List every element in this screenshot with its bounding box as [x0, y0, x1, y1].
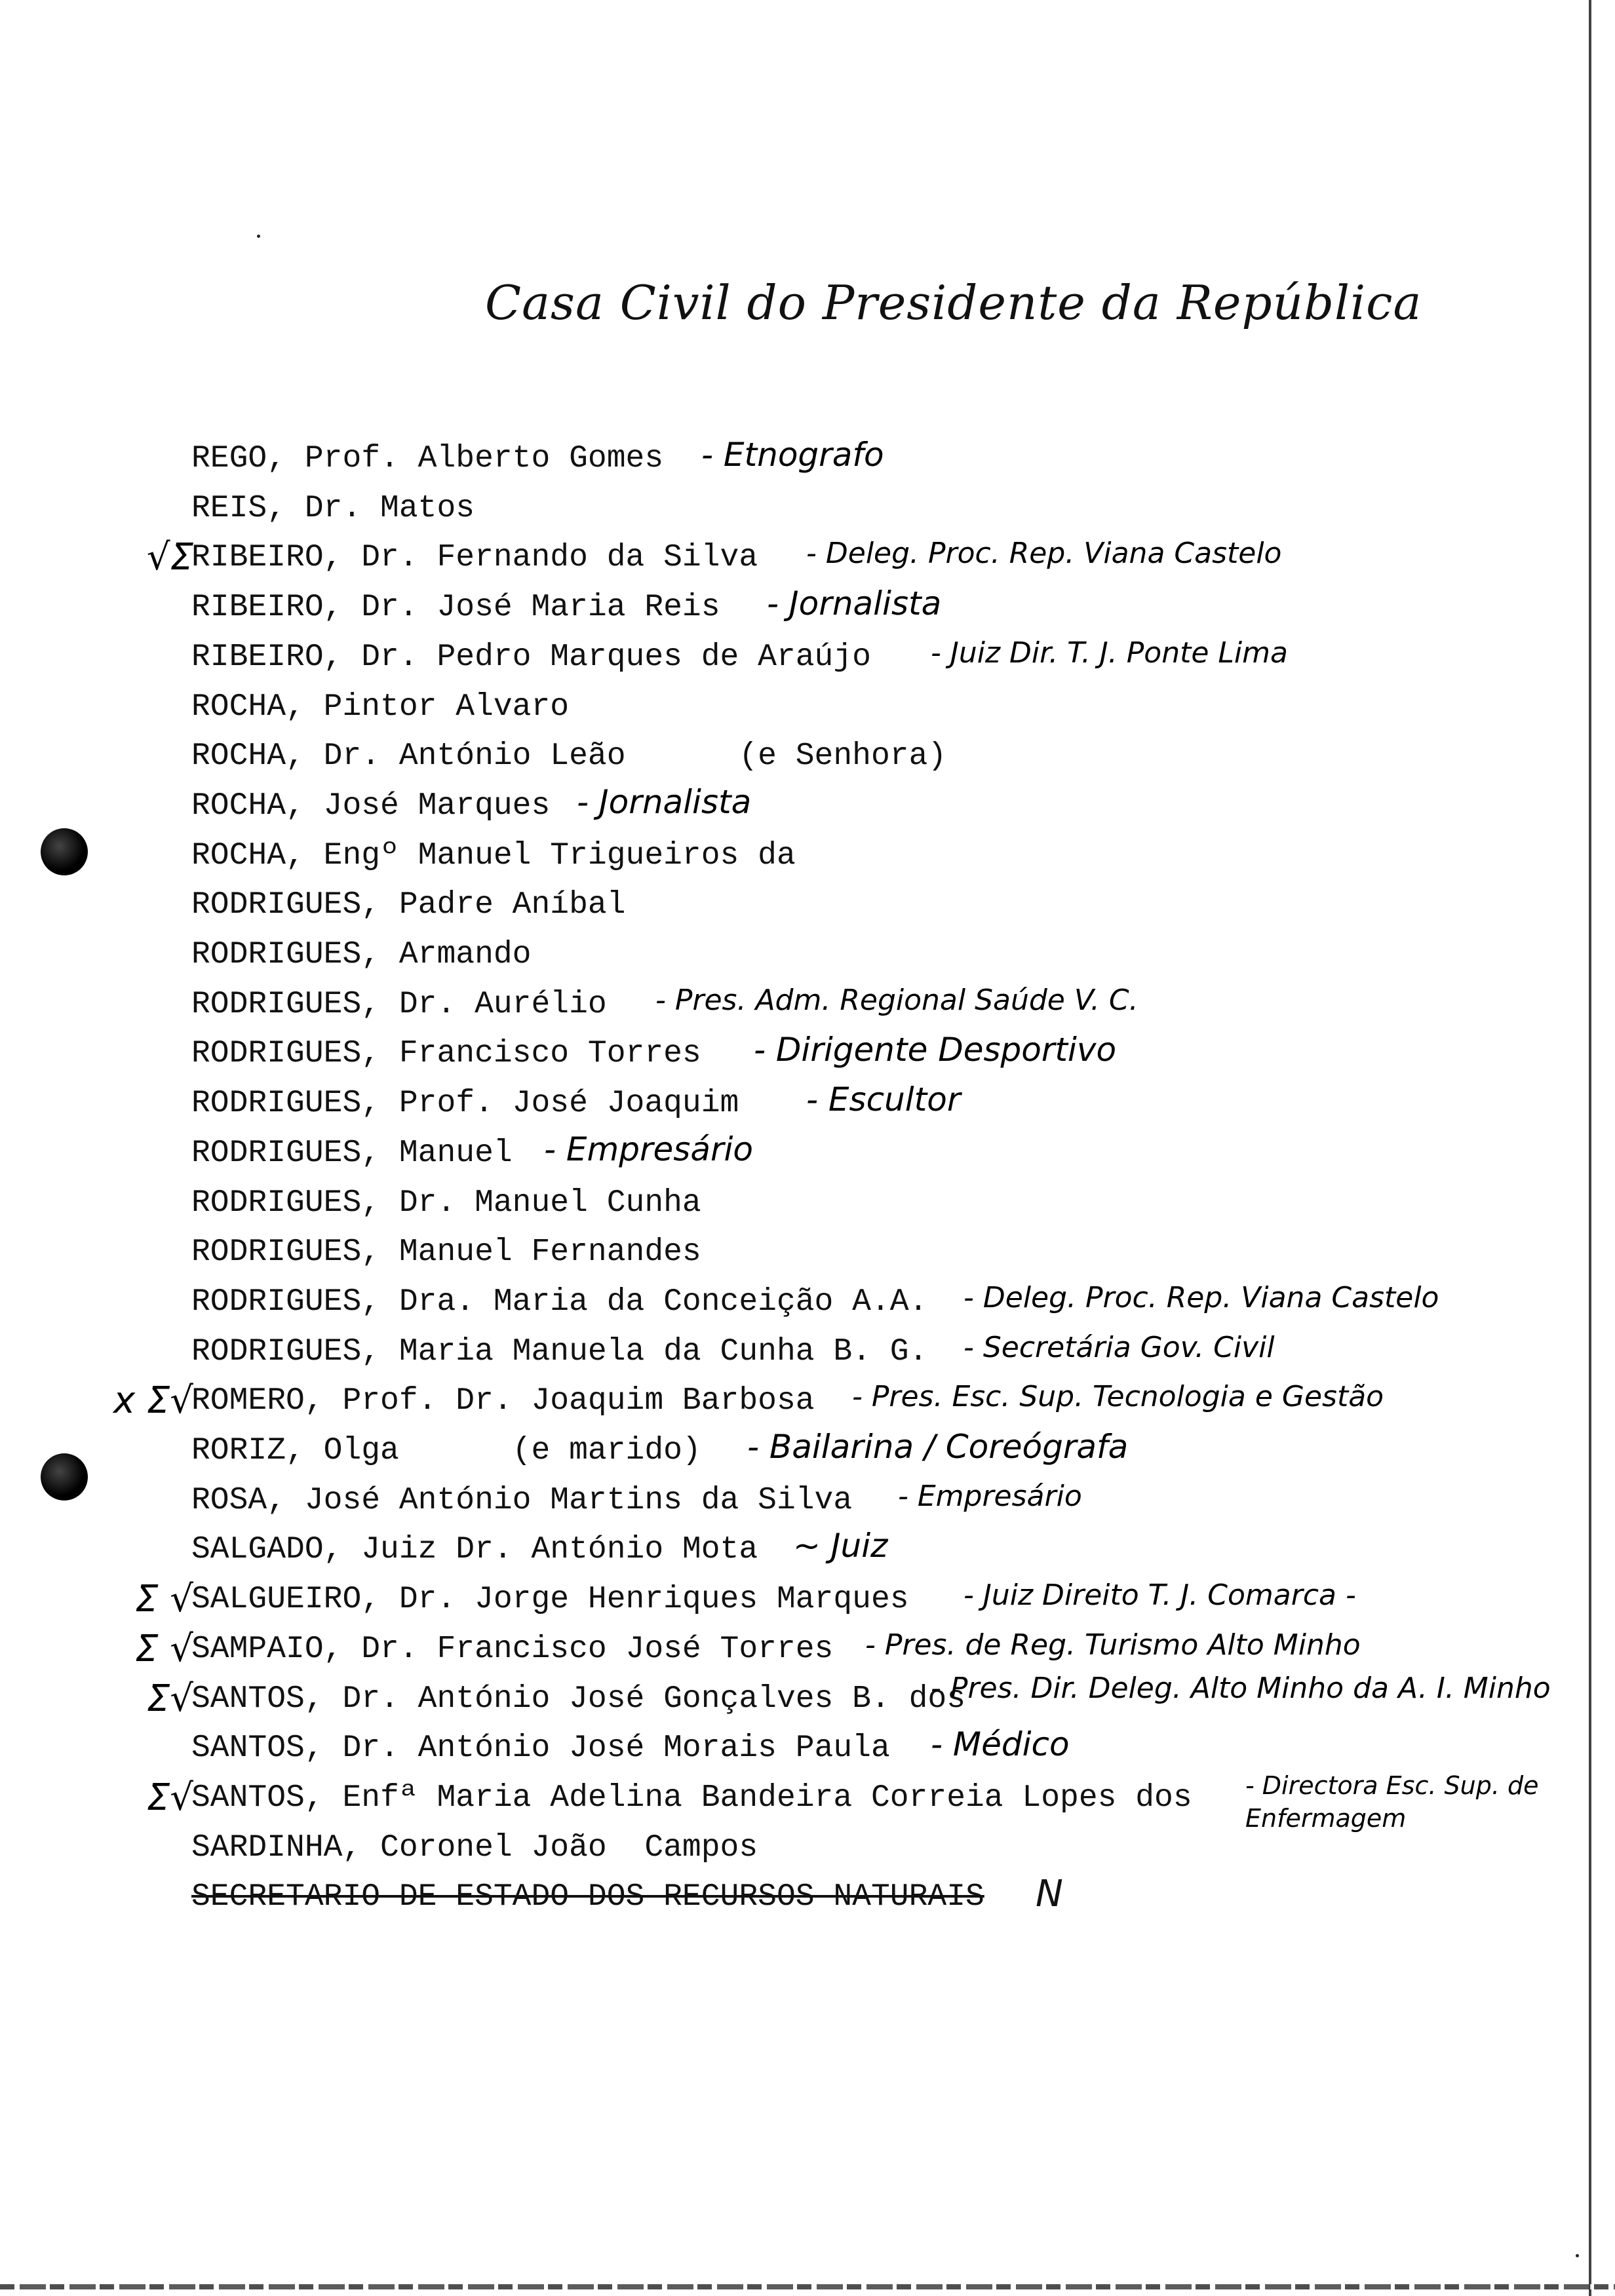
entry-name: RIBEIRO, Dr. Fernando da Silva — [191, 540, 758, 575]
list-item — [0, 1674, 1615, 1724]
entry-name: RODRIGUES, Dra. Maria da Conceição A.A. — [191, 1284, 928, 1320]
handwritten-note: - Pres. de Reg. Turismo Alto Minho — [865, 1628, 1361, 1662]
list-item — [0, 1723, 1615, 1773]
list-item — [0, 1771, 1615, 1833]
margin-mark: x Σ√ — [113, 1379, 193, 1422]
handwritten-note: - Etnografo — [701, 436, 884, 474]
entry-name: RODRIGUES, Padre Aníbal — [191, 887, 626, 923]
entry-name: RODRIGUES, Dr. Aurélio — [191, 987, 607, 1022]
entry-name: ROMERO, Prof. Dr. Joaquim Barbosa — [191, 1383, 815, 1419]
list-item — [0, 1277, 1615, 1327]
list-item — [0, 1624, 1615, 1674]
list-item — [0, 682, 1615, 732]
handwritten-mark: N — [1036, 1873, 1063, 1915]
list-item — [0, 583, 1615, 632]
handwritten-note: - Pres. Esc. Sup. Tecnologia e Gestão — [852, 1380, 1384, 1413]
list-item — [0, 1079, 1615, 1128]
list-item — [0, 1227, 1615, 1277]
handwritten-note: - Escultor — [806, 1081, 961, 1119]
handwritten-note: - Pres. Dir. Deleg. Alto Minho da A. I. Minho — [931, 1672, 1551, 1705]
list-item — [0, 434, 1615, 484]
entry-name: SALGUEIRO, Dr. Jorge Henriques Marques — [191, 1582, 909, 1617]
list-item — [0, 781, 1615, 831]
entry-name: RODRIGUES, Manuel Fernandes — [191, 1234, 701, 1270]
entry-name: RIBEIRO, Dr. José Maria Reis — [191, 590, 720, 625]
entry-name: SAMPAIO, Dr. Francisco José Torres — [191, 1632, 834, 1667]
margin-mark: Σ √ — [135, 1628, 193, 1670]
list-item — [0, 484, 1615, 533]
entry-name: RODRIGUES, Francisco Torres — [191, 1036, 701, 1071]
handwritten-note: - Jornalista — [767, 584, 942, 622]
handwritten-note: - Bailarina / Coreógrafa — [747, 1428, 1129, 1466]
handwritten-note: - Jornalista — [577, 783, 752, 821]
list-item — [0, 1525, 1615, 1575]
list-item — [0, 1426, 1615, 1476]
list-item — [0, 1376, 1615, 1426]
entry-name: RODRIGUES, Maria Manuela da Cunha B. G. — [191, 1334, 928, 1369]
handwritten-note: - Dirigente Desportivo — [754, 1031, 1117, 1069]
entry-name: RODRIGUES, Prof. José Joaquim — [191, 1086, 739, 1121]
entry-name: SANTOS, Dr. António José Morais Paula — [191, 1731, 890, 1766]
page-edge-bottom — [0, 2284, 1615, 2289]
margin-mark: Σ√ — [146, 1776, 193, 1819]
margin-mark: √Σ — [146, 536, 193, 579]
entry-name: SANTOS, Dr. António José Gonçalves B. dos — [191, 1681, 965, 1717]
handwritten-note: - Directora Esc. Sup. de Enfermagem — [1245, 1771, 1539, 1833]
entry-name: ROSA, José António Martins da Silva — [191, 1483, 853, 1518]
list-item — [0, 1178, 1615, 1228]
speck — [257, 235, 260, 238]
list-item — [0, 1575, 1615, 1624]
entry-name: ROCHA, Dr. António Leão (e Senhora) — [191, 738, 947, 774]
handwritten-note: - Deleg. Proc. Rep. Viana Castelo — [806, 537, 1282, 570]
margin-mark: Σ√ — [146, 1677, 193, 1720]
entry-name: RODRIGUES, Dr. Manuel Cunha — [191, 1185, 701, 1221]
handwritten-note: - Médico — [931, 1725, 1070, 1763]
handwritten-note: - Deleg. Proc. Rep. Viana Castelo — [963, 1281, 1439, 1314]
entry-name: SANTOS, Enfª Maria Adelina Bandeira Correia Lopes dos — [191, 1780, 1192, 1816]
entry-name: RODRIGUES, Armando — [191, 937, 532, 972]
entry-name: ROCHA, José Marques — [191, 788, 551, 824]
list-item — [0, 1476, 1615, 1525]
entry-name: REIS, Dr. Matos — [191, 491, 475, 526]
list-item — [0, 880, 1615, 930]
list-item — [0, 1029, 1615, 1079]
entry-name: REGO, Prof. Alberto Gomes — [191, 441, 664, 476]
list-item — [0, 1128, 1615, 1178]
entry-name: ROCHA, Pintor Alvaro — [191, 689, 570, 725]
list-item — [0, 1823, 1615, 1873]
list-item — [0, 1327, 1615, 1377]
letterhead-title: Casa Civil do Presidente da República — [485, 275, 1422, 330]
entry-name: ROCHA, Engº Manuel Trigueiros da — [191, 838, 796, 873]
list-item — [0, 831, 1615, 881]
entry-name: RIBEIRO, Dr. Pedro Marques de Araújo — [191, 640, 871, 675]
handwritten-note: - Juiz Direito T. J. Comarca - — [963, 1578, 1356, 1612]
entry-name: RODRIGUES, Manuel — [191, 1136, 513, 1171]
list-item — [0, 533, 1615, 583]
entry-name: SARDINHA, Coronel João Campos — [191, 1830, 758, 1866]
margin-mark: Σ √ — [135, 1578, 193, 1620]
handwritten-note: - Pres. Adm. Regional Saúde V. C. — [655, 984, 1138, 1017]
handwritten-note: - Secretária Gov. Civil — [963, 1331, 1275, 1364]
list-item — [0, 1872, 1615, 1922]
handwritten-note: - Juiz Dir. T. J. Ponte Lima — [931, 636, 1288, 670]
speck — [1576, 2254, 1579, 2257]
entry-name-struck: SECRETARIO DE ESTADO DOS RECURSOS NATURAIS — [191, 1879, 984, 1915]
list-item — [0, 731, 1615, 781]
handwritten-note: - Empresário — [544, 1130, 754, 1168]
handwritten-note: - Empresário — [898, 1480, 1082, 1513]
handwritten-note: ~ Juiz — [793, 1527, 888, 1565]
list-item — [0, 930, 1615, 980]
entry-name: SALGADO, Juiz Dr. António Mota — [191, 1532, 758, 1567]
list-item — [0, 980, 1615, 1029]
entry-name: RORIZ, Olga (e marido) — [191, 1433, 701, 1468]
list-item — [0, 632, 1615, 682]
